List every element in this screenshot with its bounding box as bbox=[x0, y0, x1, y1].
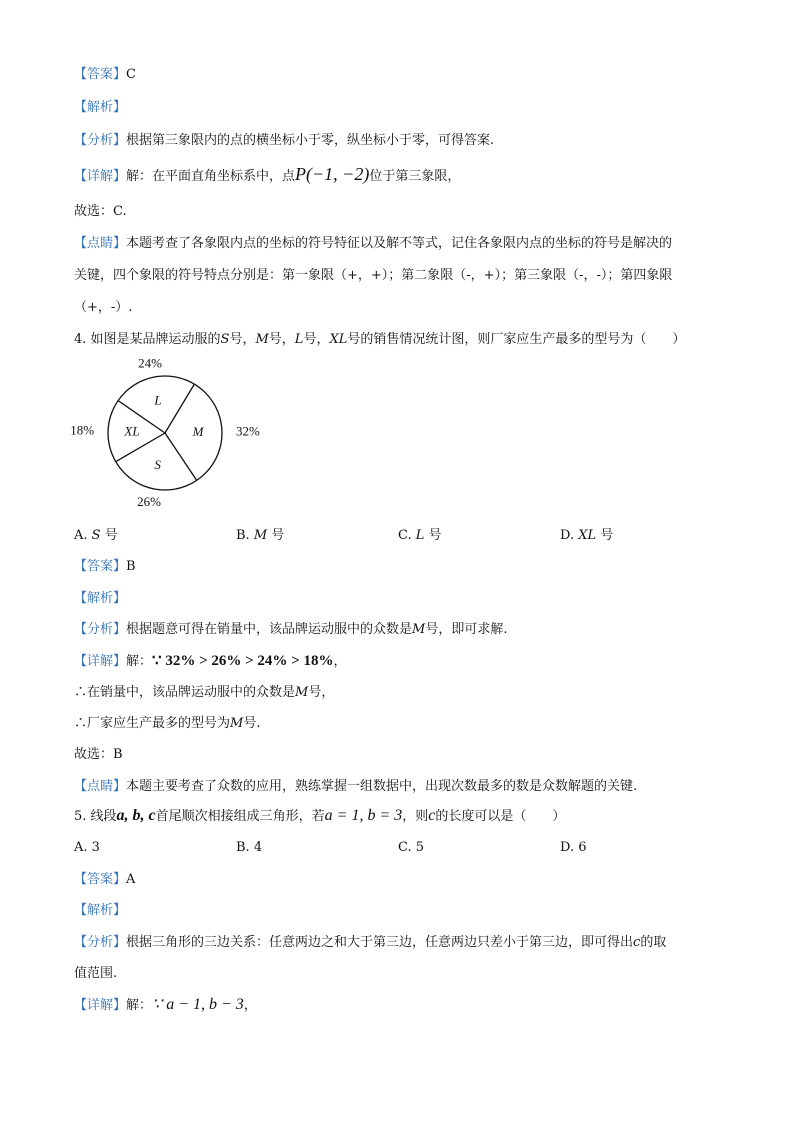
fenxi-var: M bbox=[412, 622, 426, 637]
answer-value: C bbox=[126, 67, 136, 82]
comment-tag: 【点睛】 bbox=[74, 779, 127, 794]
therefore-var: M bbox=[295, 685, 309, 700]
q5-option-b: B. 4 bbox=[236, 840, 263, 855]
detail-expression: ∵ a − 1, b − 3 bbox=[152, 996, 244, 1013]
detail-tag: 【详解】 bbox=[74, 169, 127, 184]
stem-text: 号， bbox=[268, 332, 295, 347]
choose-text: 故选：C. bbox=[74, 204, 127, 219]
q5-stem bbox=[74, 808, 565, 825]
answer-tag: 【答案】 bbox=[74, 67, 127, 82]
q3-comment-line-2 bbox=[74, 268, 672, 284]
q3-detail-line bbox=[74, 166, 460, 185]
stem-vars: a, b, c bbox=[116, 807, 156, 824]
therefore-text: ∴厂家应生产最多的型号为 bbox=[74, 716, 231, 731]
stem-text: 的长度可以是（ ） bbox=[435, 809, 566, 824]
q3-choose-line bbox=[74, 204, 127, 220]
therefore-text-b: 号， bbox=[308, 685, 335, 700]
q4-option-b bbox=[236, 528, 284, 544]
therefore-text-b: 号. bbox=[243, 716, 261, 731]
fenxi-var: c bbox=[633, 935, 641, 950]
q5-fenxi-line-2 bbox=[74, 966, 117, 982]
comment-text: 关键，四个象限的符号特点分别是：第一象限（+，+）；第二象限（-，+）；第三象限（-，-）；第四象限 bbox=[74, 268, 673, 283]
q4-answer-line bbox=[74, 559, 136, 575]
option-letter: C. bbox=[398, 528, 416, 543]
q4-stem bbox=[74, 332, 685, 348]
pie-slice-label-m: M bbox=[192, 424, 204, 440]
q5-analysis-line bbox=[74, 903, 126, 919]
detail-tag: 【详解】 bbox=[74, 654, 127, 669]
detail-text: 解： bbox=[126, 998, 153, 1013]
stem-var: S bbox=[220, 332, 230, 347]
comment-text: 本题考查了各象限内点的坐标的符号特征以及解不等式，记住各象限内点的坐标的符号是解决的 bbox=[126, 236, 673, 251]
answer-value: A bbox=[126, 872, 136, 887]
comment-text: 本题主要考查了众数的应用，熟练掌握一组数据中，出现次数最多的数是众数解题的关键. bbox=[126, 779, 638, 794]
q5-detail-line bbox=[74, 997, 257, 1014]
fenxi-text: 根据三角形的三边关系：任意两边之和大于第三边，任意两边只差小于第三边，即可得出 bbox=[126, 935, 634, 950]
option-var: L bbox=[415, 528, 425, 543]
pie-slice-boundary bbox=[165, 433, 197, 480]
choose-text: 故选：B bbox=[74, 747, 123, 762]
q4-comment-line bbox=[74, 779, 637, 795]
analysis-tag: 【解析】 bbox=[74, 903, 127, 918]
q4-choose-line bbox=[74, 747, 123, 763]
q3-comment-line-3 bbox=[74, 300, 132, 316]
fenxi-tag: 【分析】 bbox=[74, 133, 127, 148]
therefore-text: ∴在销量中，该品牌运动服中的众数是 bbox=[74, 685, 296, 700]
q5-answer-line bbox=[74, 872, 135, 888]
stem-text: 号的销售情况统计图，则厂家应生产最多的型号为（ ） bbox=[347, 332, 686, 347]
analysis-tag: 【解析】 bbox=[74, 591, 127, 606]
option-suffix: 号 bbox=[267, 528, 285, 543]
stem-text: 5. 线段 bbox=[74, 809, 117, 824]
option-letter: A. bbox=[74, 528, 92, 543]
comment-tag: 【点睛】 bbox=[74, 236, 127, 251]
point-expression: P(−1, −2) bbox=[295, 164, 370, 184]
analysis-tag: 【解析】 bbox=[74, 100, 127, 115]
pie-slice-label-s: S bbox=[154, 457, 161, 473]
fenxi-tag: 【分析】 bbox=[74, 935, 127, 950]
stem-var: XL bbox=[329, 332, 348, 347]
detail-text-b: ， bbox=[333, 654, 347, 669]
q4-option-d bbox=[560, 528, 613, 544]
fenxi-tag: 【分析】 bbox=[74, 622, 127, 637]
option-letter: D. bbox=[560, 528, 579, 543]
detail-text-b: ， bbox=[243, 998, 257, 1013]
detail-text: 解：在平面直角坐标系中，点 bbox=[126, 169, 296, 184]
stem-var: L bbox=[294, 332, 304, 347]
q4-option-c bbox=[398, 528, 442, 544]
stem-var: M bbox=[255, 332, 269, 347]
option-suffix: 号 bbox=[100, 528, 118, 543]
q5-option-a: A. 3 bbox=[74, 840, 100, 855]
q4-detail-line bbox=[74, 653, 346, 670]
pie-chart bbox=[70, 355, 270, 515]
stem-condition: a = 1, b = 3 bbox=[324, 807, 403, 824]
pie-percent-label-s: 26% bbox=[137, 494, 161, 510]
fenxi-text-b: 的取 bbox=[640, 935, 667, 950]
q4-analysis-line bbox=[74, 591, 126, 607]
therefore-var: M bbox=[230, 716, 244, 731]
fenxi-text: 值范围. bbox=[74, 966, 118, 981]
stem-text: 号， bbox=[303, 332, 330, 347]
q3-comment-line-1 bbox=[74, 236, 672, 252]
fenxi-text: 根据第三象限内的点的横坐标小于零，纵坐标小于零，可得答案. bbox=[126, 133, 495, 148]
q4-therefore-line-2 bbox=[74, 716, 260, 732]
option-var: M bbox=[253, 528, 268, 543]
q4-fenxi-line bbox=[74, 622, 507, 638]
answer-tag: 【答案】 bbox=[74, 559, 127, 574]
option-suffix: 号 bbox=[424, 528, 442, 543]
pie-slice-label-xl: XL bbox=[124, 423, 140, 439]
inequality-expression: ∵ 32% > 26% > 24% > 18% bbox=[152, 653, 334, 669]
comment-text: （+，-）. bbox=[74, 300, 133, 315]
pie-percent-label-xl: 18% bbox=[70, 422, 95, 438]
q3-analysis-line bbox=[74, 100, 126, 116]
pie-slice-label-l: L bbox=[154, 392, 162, 408]
answer-value: B bbox=[126, 559, 136, 574]
stem-text: 首尾顺次相接组成三角形，若 bbox=[155, 809, 325, 824]
fenxi-text: 根据题意可得在销量中，该品牌运动服中的众数是 bbox=[126, 622, 413, 637]
q3-fenxi-line bbox=[74, 133, 494, 149]
option-suffix: 号 bbox=[596, 528, 614, 543]
detail-tag: 【详解】 bbox=[74, 998, 127, 1013]
q4-option-a bbox=[74, 528, 118, 544]
q5-option-d: D. 6 bbox=[560, 840, 587, 855]
q5-option-c: C. 5 bbox=[398, 840, 425, 855]
q5-fenxi-line-1 bbox=[74, 935, 666, 951]
stem-text: ，则 bbox=[402, 809, 429, 824]
option-var: S bbox=[91, 528, 101, 543]
answer-tag: 【答案】 bbox=[74, 872, 127, 887]
stem-var: c bbox=[428, 807, 436, 824]
detail-text-b: 位于第三象限， bbox=[369, 169, 461, 184]
fenxi-text-b: 号，即可求解. bbox=[425, 622, 508, 637]
option-var: XL bbox=[578, 528, 597, 543]
stem-text: 号， bbox=[229, 332, 256, 347]
q3-answer-line bbox=[74, 67, 136, 83]
pie-slice-boundary bbox=[165, 384, 194, 433]
detail-text: 解： bbox=[126, 654, 153, 669]
pie-percent-label-m: 32% bbox=[235, 423, 260, 439]
stem-text: 4. 如图是某品牌运动服的 bbox=[74, 332, 221, 347]
pie-percent-label-l: 24% bbox=[138, 355, 162, 371]
q4-therefore-line-1 bbox=[74, 685, 334, 701]
option-letter: B. bbox=[236, 528, 254, 543]
